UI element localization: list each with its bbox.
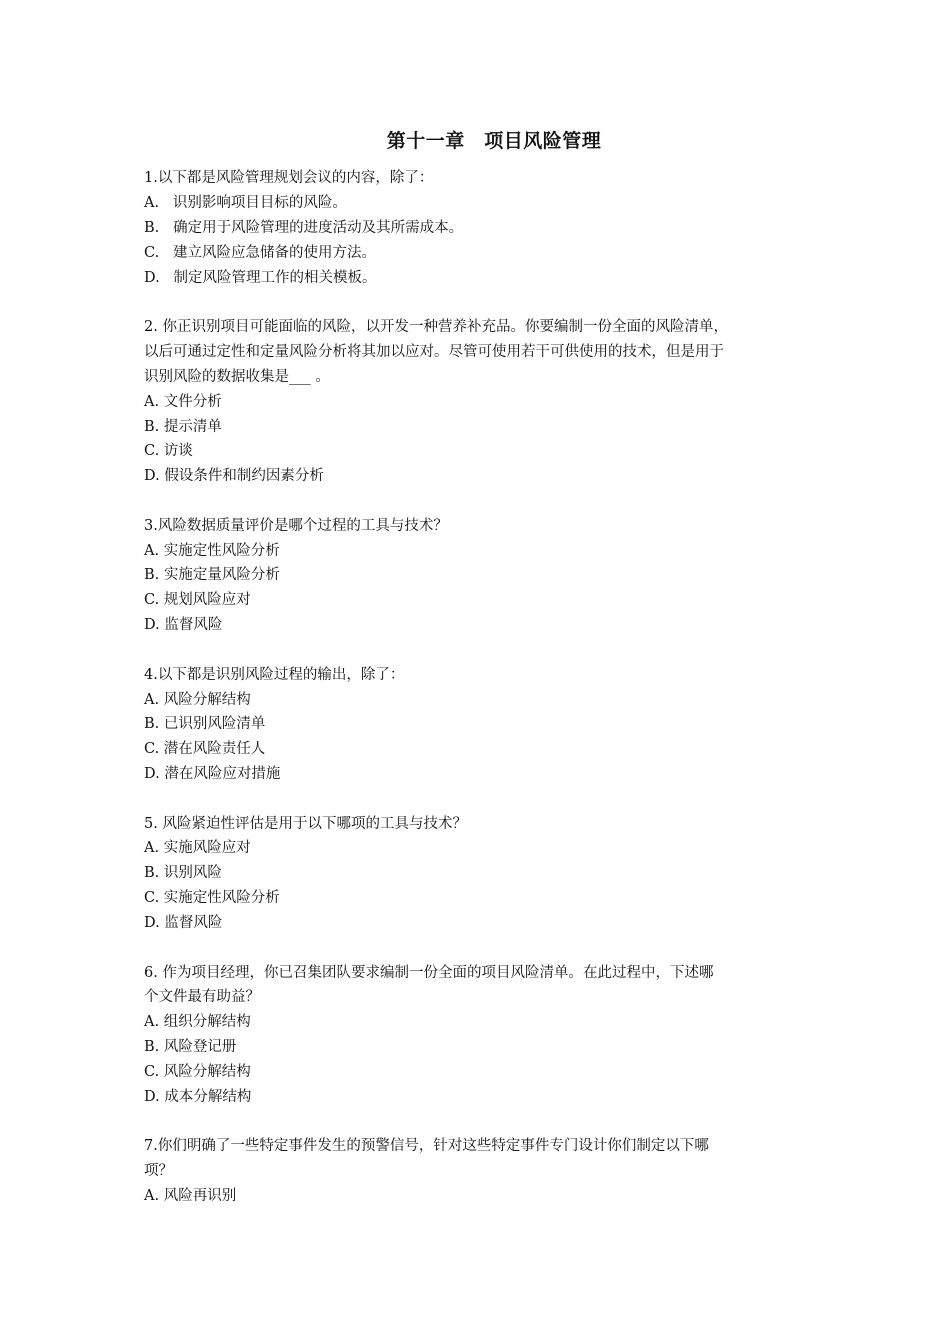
question-stem-line: 项？ <box>144 1163 173 1180</box>
option-item: B. 识别风险 <box>144 865 222 882</box>
question-stem <box>144 514 814 539</box>
option-item: D. 成本分解结构 <box>144 1089 252 1105</box>
option-list <box>144 191 814 291</box>
option-item: D. 制定风险管理工作的相关模板。 <box>144 269 377 286</box>
option-item: B. 已识别风险清单 <box>144 716 266 733</box>
question-stem-line: 7.你们明确了一些特定事件发生的预警信号，针对这些特定事件专门设计你们制定以下哪 <box>144 1138 709 1155</box>
option-item: C. 访谈 <box>144 443 193 460</box>
option-item: A. 组织分解结构 <box>144 1014 251 1031</box>
option-item: B. 实施定量风险分析 <box>144 567 280 584</box>
page-title: 第十一章 项目风险管理 <box>386 130 602 152</box>
option-item: A. 识别影响项目目标的风险。 <box>144 194 347 211</box>
option-list <box>144 688 814 788</box>
option-item: A. 实施定性风险分析 <box>144 542 280 559</box>
question-stem-line: 个文件最有助益？ <box>144 989 260 1006</box>
option-item: C. 潜在风险责任人 <box>144 741 266 758</box>
option-item: A. 风险分解结构 <box>144 691 251 708</box>
question-stem <box>144 166 814 191</box>
question-5 <box>144 812 814 936</box>
option-item: D. 潜在风险应对措施 <box>144 766 281 783</box>
question-stem <box>144 1134 814 1184</box>
option-item: B. 确定用于风险管理的进度活动及其所需成本。 <box>144 219 464 236</box>
question-3 <box>144 514 814 638</box>
question-stem <box>144 961 814 1011</box>
option-item: D. 假设条件和制约因素分析 <box>144 468 324 485</box>
question-7 <box>144 1134 814 1209</box>
option-item: D. 监督风险 <box>144 617 223 634</box>
option-item: D. 监督风险 <box>144 915 223 932</box>
question-1 <box>144 166 814 290</box>
question-stem-line: 1.以下都是风险管理规划会议的内容，除了： <box>144 170 434 186</box>
question-stem <box>144 315 814 390</box>
question-list <box>144 166 814 1234</box>
question-2 <box>144 315 814 489</box>
option-list <box>144 1184 814 1209</box>
question-stem <box>144 812 814 837</box>
question-stem <box>144 663 814 688</box>
question-stem-line: 识别风险的数据收集是___ 。 <box>144 368 330 385</box>
question-stem-line: 5. 风险紧迫性评估是用于以下哪项的工具与技术？ <box>144 815 467 832</box>
option-item: C. 规划风险应对 <box>144 592 251 609</box>
question-stem-line: 3.风险数据质量评价是哪个过程的工具与技术？ <box>144 517 448 534</box>
option-item: B. 风险登记册 <box>144 1039 237 1056</box>
option-list <box>144 390 814 490</box>
option-item: A. 实施风险应对 <box>144 840 251 857</box>
option-item: C. 实施定性风险分析 <box>144 890 280 907</box>
option-item: C. 风险分解结构 <box>144 1064 251 1081</box>
question-stem-line: 2. 你正识别项目可能面临的风险，以开发一种营养补充品。你要编制一份全面的风险清单， <box>144 318 728 335</box>
option-item: B. 提示清单 <box>144 418 222 435</box>
question-stem-line: 4.以下都是识别风险过程的输出，除了： <box>144 666 405 683</box>
question-4 <box>144 663 814 787</box>
question-stem-line: 以后可通过定性和定量风险分析将其加以应对。尽管可使用若干可供使用的技术，但是用于 <box>144 343 724 360</box>
option-list <box>144 836 814 936</box>
question-stem-line: 6. 作为项目经理，你已召集团队要求编制一份全面的项目风险清单。在此过程中，下述哪 <box>144 964 714 981</box>
option-item: A. 风险再识别 <box>144 1188 237 1205</box>
option-item: A. 文件分析 <box>144 393 222 410</box>
option-list <box>144 539 814 639</box>
option-list <box>144 1010 814 1110</box>
option-item: C. 建立风险应急储备的使用方法。 <box>144 244 377 261</box>
question-6 <box>144 961 814 1110</box>
